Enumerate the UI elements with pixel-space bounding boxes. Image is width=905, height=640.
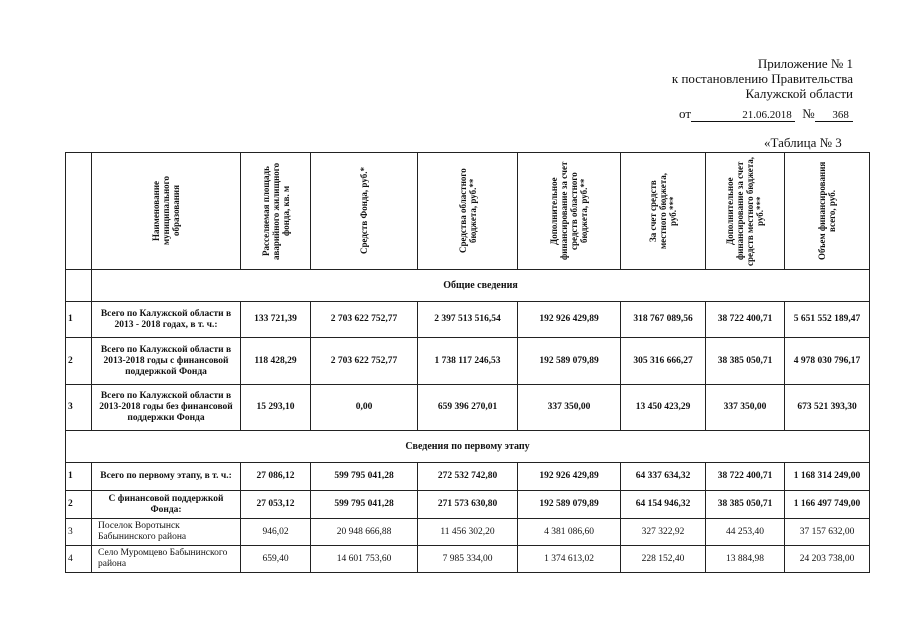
row-value-add-local: 38 722 400,71	[706, 302, 785, 338]
row-value-add-local: 38 385 050,71	[706, 491, 785, 519]
row-value-add-regional: 192 589 079,89	[518, 338, 621, 385]
row-value-add-regional: 192 926 429,89	[518, 463, 621, 491]
appendix-header	[672, 56, 853, 101]
row-value-local: 13 450 423,29	[621, 385, 706, 431]
row-value-fund: 2 703 622 752,77	[311, 338, 418, 385]
header-cell-add-local: Дополнительное финансирование за счет средств местного бюджета, руб.***	[706, 153, 785, 270]
row-value-area: 659,40	[241, 546, 311, 573]
row-value-total: 37 157 632,00	[785, 519, 870, 546]
financing-table	[65, 152, 870, 573]
row-value-area: 946,02	[241, 519, 311, 546]
row-value-add-local: 44 253,40	[706, 519, 785, 546]
header-cell-index	[66, 153, 92, 270]
appendix-resolution: к постановлению Правительства	[671, 71, 853, 86]
header-cell-area: Расселяемая площадь аварийного жилищного фонда, кв. м	[241, 153, 311, 270]
row-value-add-local: 337 350,00	[706, 385, 785, 431]
row-value-regional: 659 396 270,01	[418, 385, 518, 431]
section-title-general: Общие сведения	[92, 270, 870, 302]
table-title: «Таблица № 3	[764, 135, 842, 150]
row-value-add-regional: 192 926 429,89	[518, 302, 621, 338]
table-row	[66, 546, 870, 573]
row-number: 2	[66, 491, 92, 519]
row-value-regional: 1 738 117 246,53	[418, 338, 518, 385]
appendix-region: Калужской области	[745, 86, 853, 101]
resolution-date: 21.06.2018	[691, 109, 795, 122]
row-name: Всего по Калужской области в 2013 - 2018 годах, в т. ч.:	[92, 302, 241, 338]
row-value-add-local: 13 884,98	[706, 546, 785, 573]
row-value-regional: 2 397 513 516,54	[418, 302, 518, 338]
row-value-total: 5 651 552 189,47	[785, 302, 870, 338]
row-value-local: 327 322,92	[621, 519, 706, 546]
header-cell-total: Объем финансирования всего, руб.	[785, 153, 870, 270]
row-value-add-local: 38 385 050,71	[706, 338, 785, 385]
table-row	[66, 385, 870, 431]
table-row	[66, 519, 870, 546]
section-title-stage1: Сведения по первому этапу	[66, 431, 870, 463]
row-name: С финансовой поддержкой Фонда:	[92, 491, 241, 519]
row-value-total: 1 168 314 249,00	[785, 463, 870, 491]
row-value-local: 305 316 666,27	[621, 338, 706, 385]
row-number: 4	[66, 546, 92, 573]
row-value-add-regional: 337 350,00	[518, 385, 621, 431]
number-label: №	[802, 106, 815, 121]
row-value-area: 133 721,39	[241, 302, 311, 338]
header-cell-municipality: Наименование муниципального образования	[92, 153, 241, 270]
row-value-total: 1 166 497 749,00	[785, 491, 870, 519]
row-value-add-regional: 192 589 079,89	[518, 491, 621, 519]
appendix-number: Приложение № 1	[757, 56, 853, 71]
row-number: 3	[66, 385, 92, 431]
row-value-area: 118 428,29	[241, 338, 311, 385]
resolution-date-line	[679, 106, 853, 122]
row-value-regional: 271 573 630,80	[418, 491, 518, 519]
row-value-local: 318 767 089,56	[621, 302, 706, 338]
row-value-local: 64 337 634,32	[621, 463, 706, 491]
row-value-local: 64 154 946,32	[621, 491, 706, 519]
section-row-general	[66, 270, 870, 302]
table-row	[66, 302, 870, 338]
row-value-fund: 599 795 041,28	[311, 491, 418, 519]
row-number: 2	[66, 338, 92, 385]
row-value-area: 27 053,12	[241, 491, 311, 519]
row-value-area: 27 086,12	[241, 463, 311, 491]
table-row	[66, 463, 870, 491]
row-value-total: 24 203 738,00	[785, 546, 870, 573]
row-number: 1	[66, 302, 92, 338]
row-name: Село Муромцево Бабынинского района	[92, 546, 241, 573]
row-value-fund: 14 601 753,60	[311, 546, 418, 573]
table-row	[66, 338, 870, 385]
row-value-fund: 2 703 622 752,77	[311, 302, 418, 338]
row-value-local: 228 152,40	[621, 546, 706, 573]
header-cell-regional: Средства областного бюджета, руб.**	[418, 153, 518, 270]
row-value-fund: 599 795 041,28	[311, 463, 418, 491]
row-name: Всего по Калужской области в 2013-2018 годы с финансовой поддержкой Фонда	[92, 338, 241, 385]
row-value-total: 4 978 030 796,17	[785, 338, 870, 385]
header-cell-local: За счет средств местного бюджета, руб.***	[621, 153, 706, 270]
header-cell-add-regional: Дополнительное финансирование за счет средств областного бюджета, руб.**	[518, 153, 621, 270]
table-header-row	[66, 153, 870, 270]
row-value-regional: 11 456 302,20	[418, 519, 518, 546]
row-number: 1	[66, 463, 92, 491]
row-name: Поселок Воротынск Бабынинского района	[92, 519, 241, 546]
row-name: Всего по Калужской области в 2013-2018 годы без финансовой поддержки Фонда	[92, 385, 241, 431]
row-value-add-regional: 4 381 086,60	[518, 519, 621, 546]
date-from-label: от	[679, 106, 692, 121]
row-value-fund: 20 948 666,88	[311, 519, 418, 546]
row-value-add-regional: 1 374 613,02	[518, 546, 621, 573]
table-row	[66, 491, 870, 519]
section-row-stage1	[66, 431, 870, 463]
row-value-regional: 272 532 742,80	[418, 463, 518, 491]
section-left-cell	[66, 270, 92, 302]
header-cell-fund: Средств Фонда, руб.*	[311, 153, 418, 270]
row-value-total: 673 521 393,30	[785, 385, 870, 431]
general-rows	[66, 302, 870, 431]
stage1-rows	[66, 463, 870, 573]
row-name: Всего по первому этапу, в т. ч.:	[92, 463, 241, 491]
row-value-area: 15 293,10	[241, 385, 311, 431]
row-value-add-local: 38 722 400,71	[706, 463, 785, 491]
row-value-regional: 7 985 334,00	[418, 546, 518, 573]
row-number: 3	[66, 519, 92, 546]
resolution-number: 368	[815, 109, 853, 122]
row-value-fund: 0,00	[311, 385, 418, 431]
